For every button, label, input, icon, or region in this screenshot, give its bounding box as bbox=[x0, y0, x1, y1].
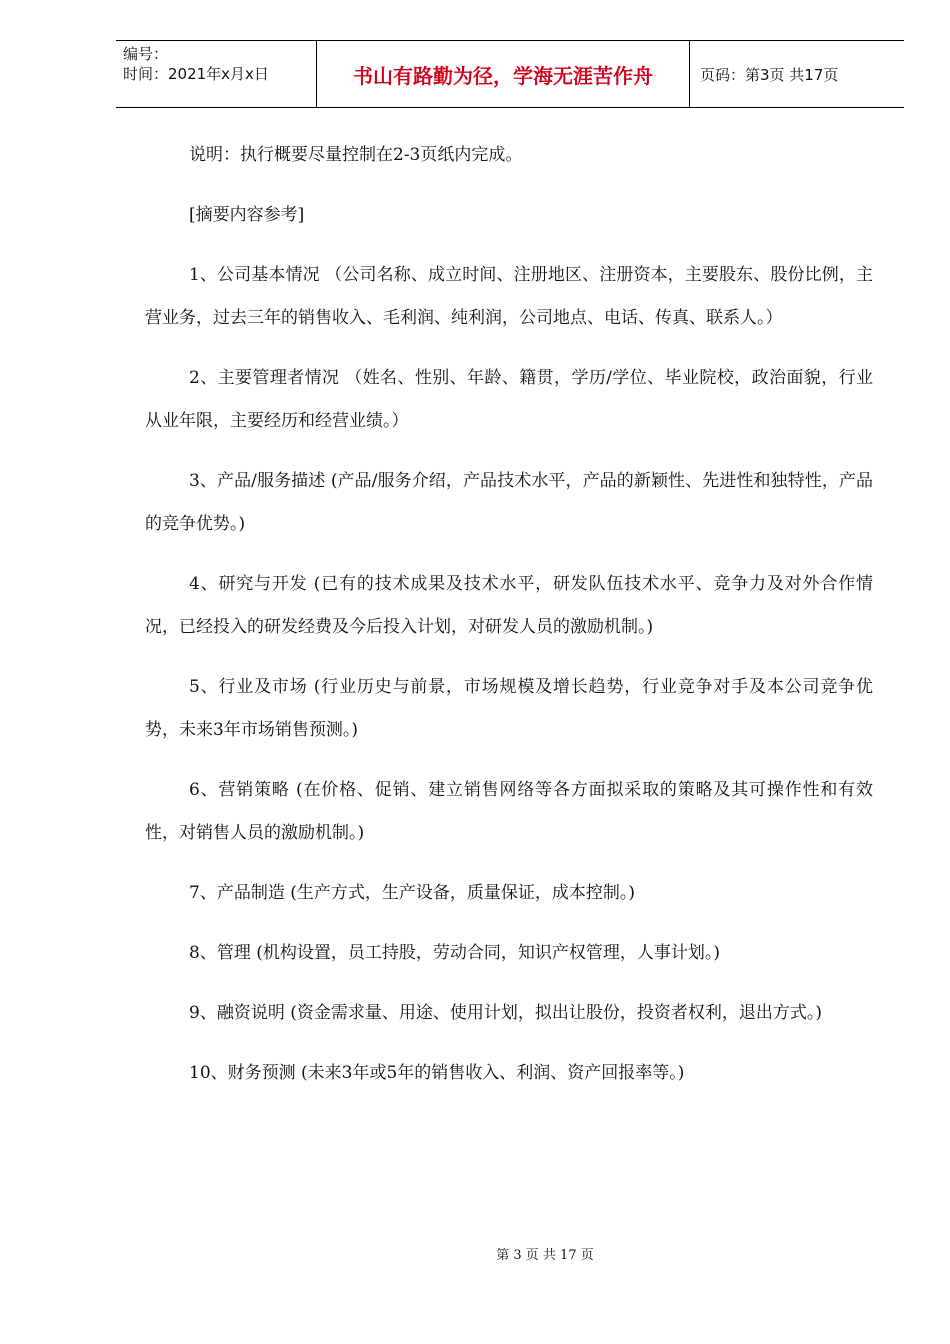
list-item: 9、融资说明 (资金需求量、用途、使用计划，拟出让股份，投资者权利，退出方式。) bbox=[189, 1003, 822, 1023]
page-footer: 第 3 页 共 17 页 bbox=[496, 1248, 594, 1263]
time-label: 时间：2021年x月x日 bbox=[123, 65, 269, 83]
header-motto: 书山有路勤为径，学海无涯苦作舟 bbox=[316, 41, 690, 107]
section-title: [摘要内容参考] bbox=[189, 205, 305, 225]
list-item: 8、管理 (机构设置，员工持股，劳动合同，知识产权管理，人事计划。) bbox=[189, 943, 720, 963]
list-item: 3、产品/服务描述 (产品/服务介绍，产品技术水平，产品的新颖性、先进性和独特性，产品的竞争优势。) bbox=[145, 471, 873, 534]
serial-label: 编号： bbox=[123, 45, 169, 63]
list-item: 2、主要管理者情况 （姓名、性别、年龄、籍贯，学历/学位、毕业院校，政治面貌，行业从业年限，主要经历和经营业绩。） bbox=[145, 368, 873, 431]
list-item: 1、公司基本情况 （公司名称、成立时间、注册地区、注册资本，主要股东、股份比例，主营业务，过去三年的销售收入、毛利润、纯利润，公司地点、电话、传真、联系人。） bbox=[145, 265, 873, 328]
list-item: 5、行业及市场 (行业历史与前景，市场规模及增长趋势，行业竞争对手及本公司竞争优势，未来3年市场销售预测。) bbox=[145, 677, 873, 740]
list-item: 6、营销策略 (在价格、促销、建立销售网络等各方面拟采取的策略及其可操作性和有效性，对销售人员的激励机制。) bbox=[145, 780, 873, 843]
list-item: 4、研究与开发 (已有的技术成果及技术水平，研发队伍技术水平、竞争力及对外合作情况，已经投入的研发经费及今后投入计划，对研发人员的激励机制。) bbox=[145, 574, 873, 637]
header-meta bbox=[116, 41, 316, 107]
list-item: 7、产品制造 (生产方式，生产设备，质量保证，成本控制。) bbox=[189, 883, 635, 903]
list-item: 10、财务预测 (未来3年或5年的销售收入、利润、资产回报率等。) bbox=[189, 1063, 685, 1083]
note-paragraph: 说明：执行概要尽量控制在2-3页纸内完成。 bbox=[189, 145, 523, 165]
document-body bbox=[145, 134, 873, 1095]
header-page-info: 页码：第3页 共17页 bbox=[700, 65, 839, 84]
page-header bbox=[116, 40, 904, 108]
